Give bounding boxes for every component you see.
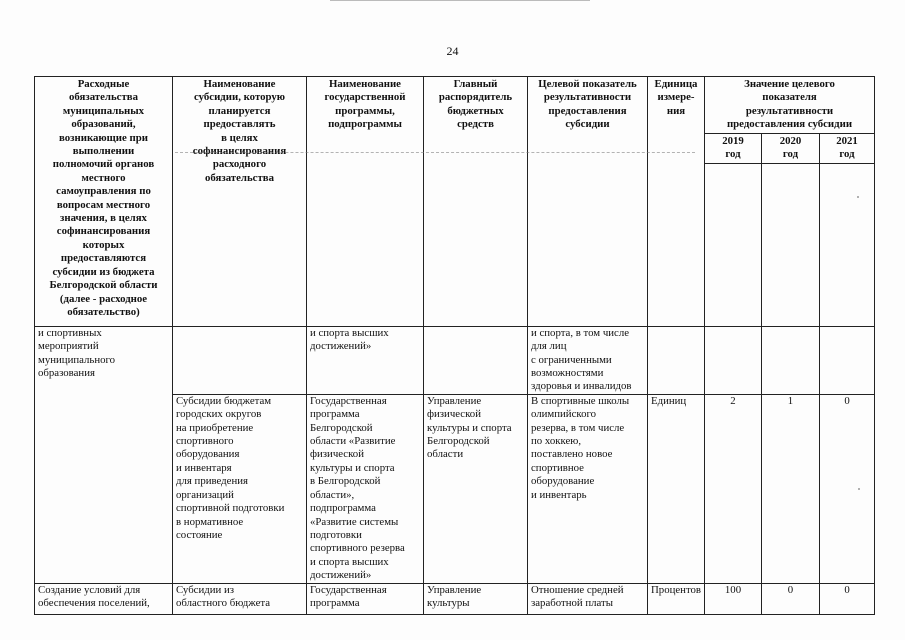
cell-value-2019: 100 (705, 583, 762, 614)
cell-unit (648, 326, 705, 394)
cell-subsidy: Субсидии бюджетам городских округов на приобретение спортивного оборудования и инвентаря для приведения организаций спортивной подготовки в нормативное состояние (173, 394, 307, 583)
cell-value-2020: 0 (762, 583, 820, 614)
header-year-2019: 2019 год (705, 134, 762, 164)
header-program-name: Наименование государственной программы, подпрограммы (307, 77, 424, 327)
header-year-2021: 2021 год (820, 134, 875, 164)
scan-speck (858, 488, 860, 490)
cell-manager: Управление культуры (424, 583, 528, 614)
page-number: 24 (446, 44, 459, 58)
table-row (35, 583, 875, 614)
header-subsidy-name: Наименование субсидии, которую планируется предоставлять в целях софинансирования расходного обязательства (173, 77, 307, 327)
cell-value-2019: 2 (705, 394, 762, 583)
cell-value-2020 (762, 326, 820, 394)
subsidy-table (34, 76, 875, 615)
cell-manager (424, 326, 528, 394)
cell-value-2021 (820, 326, 875, 394)
header-obligation: Расходные обязательства муниципальных образований, возникающие при выполнении полномочий органов местного самоуправления по вопросам местного значения, в целях софинансирования которых предоставляются субсидии из бюджета Белгородской области (далее - расходное обязательство) (35, 77, 173, 327)
cell-obligation: Создание условий для обеспечения поселений, (35, 583, 173, 614)
cell-value-2020: 1 (762, 394, 820, 583)
cell-indicator: Отношение средней заработной платы (528, 583, 648, 614)
cell-value-2021: 0 (820, 583, 875, 614)
header-budget-manager: Главный распорядитель бюджетных средств (424, 77, 528, 327)
cell-subsidy: Субсидии из областного бюджета (173, 583, 307, 614)
cell-value-2021: 0 (820, 394, 875, 583)
cell-indicator: и спорта, в том числе для лиц с ограниченными возможностями здоровья и инвалидов (528, 326, 648, 394)
cell-unit: Единиц (648, 394, 705, 583)
cell-subsidy (173, 326, 307, 394)
scan-artifact-dashes (175, 152, 695, 154)
cell-value-2019 (705, 326, 762, 394)
header-year-2020: 2020 год (762, 134, 820, 164)
header-target-value: Значение целевого показателя результативности предоставления субсидии (705, 77, 875, 134)
cell-program: и спорта высших достижений» (307, 326, 424, 394)
header-unit: Единица измере- ния (648, 77, 705, 327)
scan-speck (857, 196, 859, 198)
cell-manager: Управление физической культуры и спорта Белгородской области (424, 394, 528, 583)
cell-program: Государственная программа Белгородской области «Развитие физической культуры и спорта в Белгородской области», подпрограмма «Развитие системы подготовки спортивного резерва и спорта высших достижений» (307, 394, 424, 583)
scan-top-rule (330, 0, 590, 1)
cell-program: Государственная программа (307, 583, 424, 614)
header-target-indicator: Целевой показатель результативности предоставления субсидии (528, 77, 648, 327)
cell-obligation: и спортивных мероприятий муниципального образования (35, 326, 173, 583)
table-row (35, 326, 875, 394)
cell-indicator: В спортивные школы олимпийского резерва, в том числе по хоккею, поставлено новое спортивное оборудование и инвентарь (528, 394, 648, 583)
cell-unit: Процентов (648, 583, 705, 614)
